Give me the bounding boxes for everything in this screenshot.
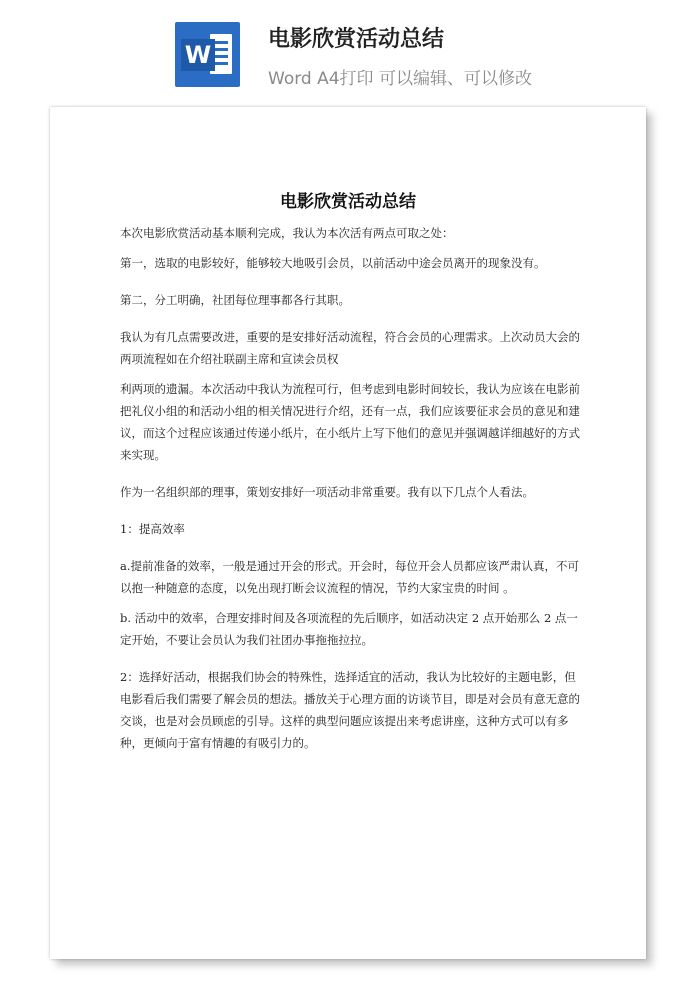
- paragraph: 本次电影欣赏活动基本顺利完成，我认为本次活有两点可取之处：: [120, 226, 454, 240]
- document-page: [50, 107, 646, 959]
- word-document-icon: [175, 22, 240, 87]
- header-banner: [0, 0, 700, 100]
- paragraph: 第一，选取的电影较好，能够较大地吸引会员，以前活动中途会员离开的现象没有。: [120, 256, 546, 270]
- paragraph: 作为一名组织部的理事，策划安排好一项活动非常重要。我有以下几点个人看法。: [120, 485, 534, 499]
- paragraph: b. 活动中的效率，合理安排时间及各项流程的先后顺序，如活动决定 2 点开始那么 2 点一定开始，不要让会员认为我们社团办事拖拖拉拉。: [120, 611, 578, 647]
- header-title: 电影欣赏活动总结: [268, 27, 445, 52]
- paragraph: 2：选择好活动，根据我们协会的特殊性，选择适宜的活动，我认为比较好的主题电影，但电影看后我们需要了解会员的想法。播放关于心理方面的访谈节目，即是对会员有意无意的交谈，也是对会员顾虑的引导。这样的典型问题应该提出来考虑讲座，这种方式可以有多种，更倾向于富有情趣的有吸引力的。: [120, 670, 580, 750]
- document-body: [120, 222, 580, 769]
- paragraph: 第二，分工明确，社团每位理事都各行其职。: [120, 293, 350, 307]
- header-subtitle: Word A4打印 可以编辑、可以修改: [268, 69, 532, 89]
- paragraph: a.提前准备的效率，一般是通过开会的形式。开会时，每位开会人员都应该严肃认真，不可以抱一种随意的态度，以免出现打断会议流程的情况，节约大家宝贵的时间 。: [120, 559, 580, 595]
- paragraph: 1：提高效率: [120, 522, 185, 536]
- document-title: 电影欣赏活动总结: [280, 192, 416, 212]
- paragraph: 我认为有几点需要改进，重要的是安排好活动流程，符合会员的心理需求。上次动员大会的两项流程如在介绍社联副主席和宣读会员权: [120, 330, 580, 366]
- word-letter-badge: W: [181, 39, 215, 71]
- paragraph: 利两项的遗漏。本次活动中我认为流程可行，但考虑到电影时间较长，我认为应该在电影前把礼仪小组的和活动小组的相关情况进行介绍，还有一点，我们应该要征求会员的意见和建议，而这个过程应该通过传递小纸片，在小纸片上写下他们的意见并强调越详细越好的方式来实现。: [120, 382, 580, 462]
